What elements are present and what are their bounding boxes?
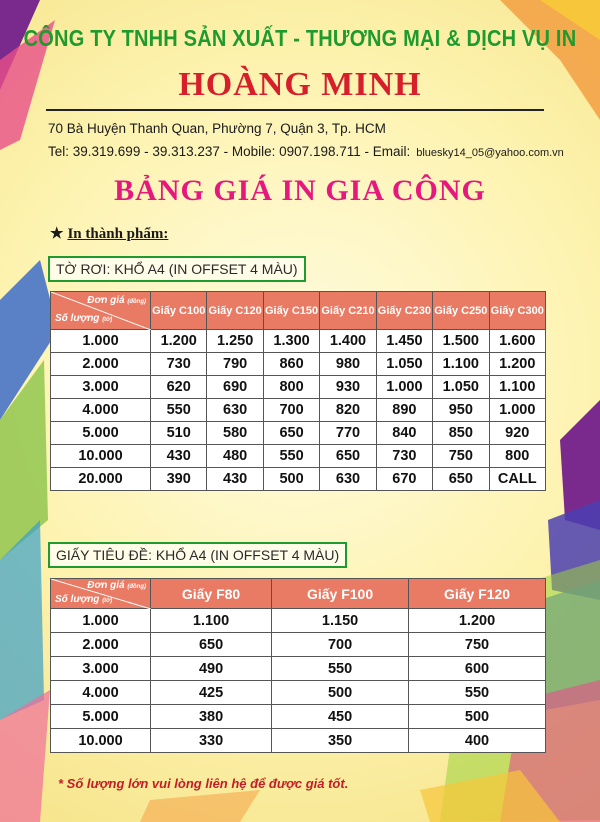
price-cell: 650 <box>151 633 272 657</box>
price-cell: 550 <box>263 445 319 468</box>
price-cell: 490 <box>151 657 272 681</box>
price-cell: 690 <box>207 376 263 399</box>
price-cell: 1.000 <box>376 376 432 399</box>
table-row <box>51 445 546 468</box>
price-cell: 770 <box>320 422 376 445</box>
price-cell: 425 <box>151 681 272 705</box>
price-cell: 630 <box>207 399 263 422</box>
table-row <box>51 609 546 633</box>
price-cell: 950 <box>433 399 489 422</box>
price-cell: 550 <box>151 399 207 422</box>
table-row <box>51 399 546 422</box>
column-header: Giấy C150 <box>263 292 319 330</box>
price-cell: 1.600 <box>489 330 545 353</box>
price-cell: 1.150 <box>272 609 409 633</box>
quantity-cell: 2.000 <box>51 633 151 657</box>
quantity-cell: 1.000 <box>51 330 151 353</box>
table-row <box>51 681 546 705</box>
quantity-cell: 3.000 <box>51 657 151 681</box>
price-cell: 860 <box>263 353 319 376</box>
corner-price-label: Đơn giá (đồng) <box>87 295 146 306</box>
corner-qty-label: Số lượng (tờ) <box>55 594 113 605</box>
price-cell: 700 <box>263 399 319 422</box>
price-cell: 550 <box>409 681 546 705</box>
company-contact <box>48 144 564 159</box>
price-cell: 850 <box>433 422 489 445</box>
price-cell: CALL <box>489 468 545 491</box>
table-row <box>51 376 546 399</box>
corner-qty-label: Số lượng (tờ) <box>55 313 113 324</box>
quantity-cell: 20.000 <box>51 468 151 491</box>
column-header: Giấy F100 <box>272 579 409 609</box>
contact-email[interactable]: bluesky14_05@yahoo.com.vn <box>416 147 564 159</box>
quantity-cell: 1.000 <box>51 609 151 633</box>
price-cell: 400 <box>409 729 546 753</box>
price-cell: 1.050 <box>433 376 489 399</box>
price-cell: 500 <box>263 468 319 491</box>
page-title: BẢNG GIÁ IN GIA CÔNG <box>114 174 486 207</box>
price-cell: 1.100 <box>433 353 489 376</box>
price-cell: 580 <box>207 422 263 445</box>
price-cell: 820 <box>320 399 376 422</box>
column-header: Giấy C210 <box>320 292 376 330</box>
header-divider <box>46 109 544 111</box>
price-cell: 350 <box>272 729 409 753</box>
price-cell: 650 <box>433 468 489 491</box>
table-header-row <box>51 292 546 330</box>
price-cell: 600 <box>409 657 546 681</box>
price-cell: 1.100 <box>489 376 545 399</box>
price-cell: 800 <box>489 445 545 468</box>
table-row <box>51 330 546 353</box>
quantity-cell: 5.000 <box>51 422 151 445</box>
column-header: Giấy C120 <box>207 292 263 330</box>
price-cell: 500 <box>272 681 409 705</box>
price-cell: 1.050 <box>376 353 432 376</box>
price-cell: 1.450 <box>376 330 432 353</box>
price-cell: 430 <box>207 468 263 491</box>
table-row <box>51 705 546 729</box>
table-row <box>51 422 546 445</box>
price-cell: 330 <box>151 729 272 753</box>
price-cell: 930 <box>320 376 376 399</box>
price-cell: 480 <box>207 445 263 468</box>
column-header: Giấy C250 <box>433 292 489 330</box>
price-cell: 1.300 <box>263 330 319 353</box>
table-row <box>51 468 546 491</box>
star-icon: ★ <box>50 226 64 242</box>
price-cell: 380 <box>151 705 272 729</box>
corner-price-label: Đơn giá (đồng) <box>87 580 146 591</box>
column-header: Giấy C300 <box>489 292 545 330</box>
quantity-cell: 2.000 <box>51 353 151 376</box>
table1-caption: TỜ RƠI: KHỔ A4 (IN OFFSET 4 MÀU) <box>48 256 306 282</box>
price-cell: 1.000 <box>489 399 545 422</box>
table-row <box>51 657 546 681</box>
price-cell: 980 <box>320 353 376 376</box>
price-cell: 750 <box>433 445 489 468</box>
quantity-cell: 5.000 <box>51 705 151 729</box>
price-cell: 450 <box>272 705 409 729</box>
price-cell: 1.200 <box>409 609 546 633</box>
price-cell: 620 <box>151 376 207 399</box>
table-row <box>51 633 546 657</box>
table-corner-cell <box>51 579 151 609</box>
price-cell: 670 <box>376 468 432 491</box>
quantity-cell: 10.000 <box>51 729 151 753</box>
table1-leaflet-prices <box>50 291 546 491</box>
price-cell: 890 <box>376 399 432 422</box>
column-header: Giấy F120 <box>409 579 546 609</box>
price-cell: 500 <box>409 705 546 729</box>
price-cell: 790 <box>207 353 263 376</box>
column-header: Giấy C230 <box>376 292 432 330</box>
table-corner-cell <box>51 292 151 330</box>
column-header: Giấy C100 <box>151 292 207 330</box>
column-header: Giấy F80 <box>151 579 272 609</box>
footer-note: * Số lượng lớn vui lòng liên hệ để được giá tốt. <box>58 776 349 791</box>
price-cell: 1.200 <box>489 353 545 376</box>
company-name: CÔNG TY TNHH SẢN XUẤT - THƯƠNG MẠI & DỊCH VỤ IN <box>23 26 577 52</box>
price-cell: 650 <box>263 422 319 445</box>
price-cell: 390 <box>151 468 207 491</box>
section-label <box>50 224 168 243</box>
price-cell: 1.100 <box>151 609 272 633</box>
contact-phones: Tel: 39.319.699 - 39.313.237 - Mobile: 0907.198.711 - Email: <box>48 144 411 159</box>
price-cell: 1.500 <box>433 330 489 353</box>
company-address: 70 Bà Huyện Thanh Quan, Phường 7, Quận 3, Tp. HCM <box>48 121 386 136</box>
price-cell: 800 <box>263 376 319 399</box>
quantity-cell: 4.000 <box>51 681 151 705</box>
table2-letterhead-prices <box>50 578 546 753</box>
price-cell: 1.200 <box>151 330 207 353</box>
price-cell: 840 <box>376 422 432 445</box>
price-cell: 730 <box>376 445 432 468</box>
table2-caption: GIẤY TIÊU ĐỀ: KHỔ A4 (IN OFFSET 4 MÀU) <box>48 542 347 568</box>
price-cell: 430 <box>151 445 207 468</box>
table-row <box>51 729 546 753</box>
brand-name: HOÀNG MINH <box>178 66 422 103</box>
price-cell: 630 <box>320 468 376 491</box>
table-header-row <box>51 579 546 609</box>
quantity-cell: 10.000 <box>51 445 151 468</box>
section-label-text: In thành phẩm: <box>67 226 169 242</box>
quantity-cell: 4.000 <box>51 399 151 422</box>
price-cell: 730 <box>151 353 207 376</box>
table-row <box>51 353 546 376</box>
quantity-cell: 3.000 <box>51 376 151 399</box>
price-cell: 700 <box>272 633 409 657</box>
price-cell: 550 <box>272 657 409 681</box>
price-cell: 920 <box>489 422 545 445</box>
price-cell: 1.400 <box>320 330 376 353</box>
price-cell: 750 <box>409 633 546 657</box>
price-cell: 1.250 <box>207 330 263 353</box>
price-cell: 510 <box>151 422 207 445</box>
price-cell: 650 <box>320 445 376 468</box>
